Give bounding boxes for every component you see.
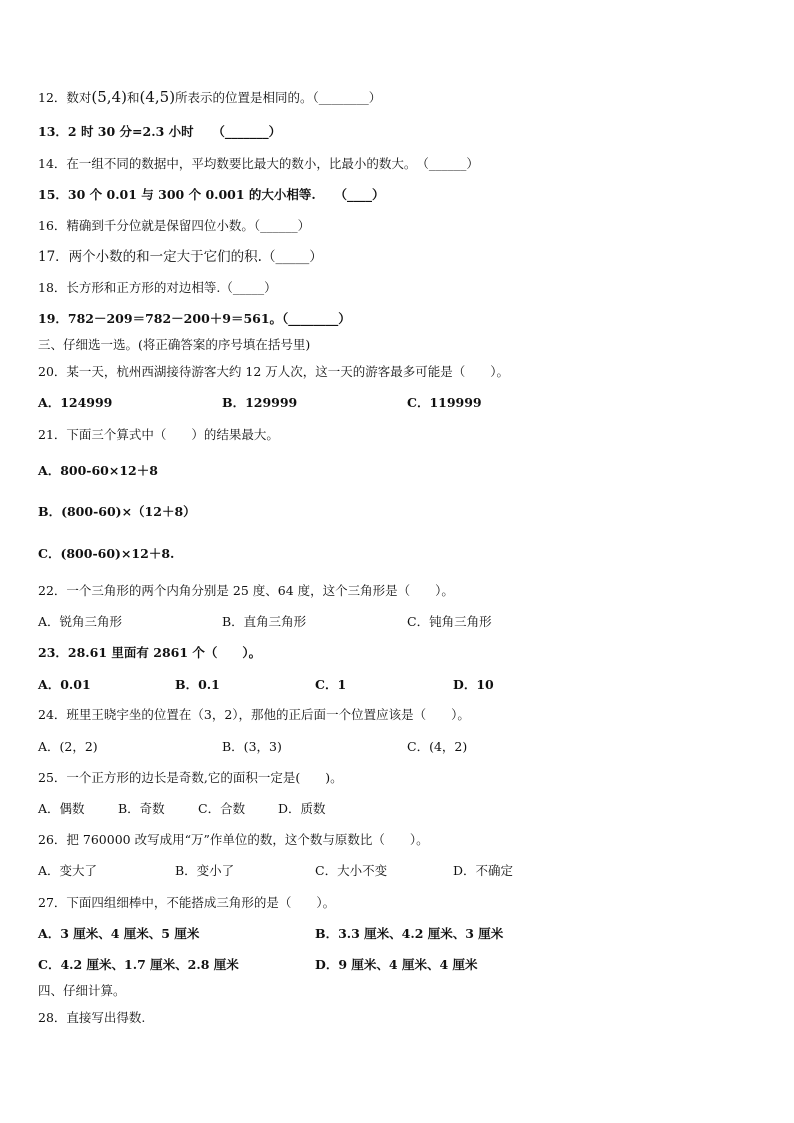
question-13: 13．2 时 30 分=2.3 小时 （_______） bbox=[38, 124, 282, 139]
q20-option-b: B．129999 bbox=[222, 395, 298, 410]
q12-suffix: 所表示的位置是相同的。（________） bbox=[175, 90, 382, 105]
question-24-stem: 24．班里王晓宇坐的位置在（3，2），那他的正后面一个位置应该是（ ）。 bbox=[38, 707, 470, 722]
question-15: 15．30 个 0.01 与 300 个 0.001 的大小相等. （____） bbox=[38, 187, 385, 202]
q27-option-d: D．9 厘米、4 厘米、4 厘米 bbox=[315, 957, 478, 972]
question-21-stem: 21．下面三个算式中（ ）的结果最大。 bbox=[38, 427, 279, 442]
q25-option-b: B．奇数 bbox=[118, 801, 165, 816]
q20-option-c: C．119999 bbox=[407, 395, 482, 410]
q21-option-b: B．(800-60)×（12＋8） bbox=[38, 504, 196, 519]
q27-option-c: C．4.2 厘米、1.7 厘米、2.8 厘米 bbox=[38, 957, 239, 972]
q26-option-c: C．大小不变 bbox=[315, 863, 388, 878]
q24-option-c: C．(4，2) bbox=[407, 739, 468, 754]
question-28: 28．直接写出得数. bbox=[38, 1010, 146, 1025]
q26-option-a: A．变大了 bbox=[38, 863, 98, 878]
question-17: 17．两个小数的和一定大于它们的积.（_____） bbox=[38, 249, 323, 265]
question-18: 18．长方形和正方形的对边相等.（_____） bbox=[38, 280, 277, 295]
question-19: 19．782－209＝782－200＋9＝561。（________） bbox=[38, 311, 351, 326]
q23-option-c: C．1 bbox=[315, 677, 347, 692]
q22-option-a: A．锐角三角形 bbox=[38, 614, 123, 629]
section-3-heading: 三、仔细选一选。(将正确答案的序号填在括号里) bbox=[38, 337, 311, 352]
q12-and: 和 bbox=[126, 90, 140, 105]
question-12 bbox=[38, 89, 381, 106]
question-26-stem: 26．把 760000 改写成用“万”作单位的数，这个数与原数比（ ）。 bbox=[38, 832, 429, 847]
section-4-heading: 四、仔细计算。 bbox=[38, 983, 126, 998]
q12-pair-b: (4,5) bbox=[139, 88, 176, 106]
q22-option-b: B．直角三角形 bbox=[222, 614, 307, 629]
q21-option-c: C．(800-60)×12＋8. bbox=[38, 546, 175, 561]
q23-option-a: A．0.01 bbox=[38, 677, 91, 692]
q12-pair-a: (5,4) bbox=[91, 88, 127, 106]
q20-option-a: A．124999 bbox=[38, 395, 113, 410]
question-22-stem: 22．一个三角形的两个内角分别是 25 度、64 度，这个三角形是（ ）。 bbox=[38, 583, 454, 598]
q22-option-c: C．钝角三角形 bbox=[407, 614, 492, 629]
question-27-stem: 27．下面四组细棒中，不能搭成三角形的是（ ）。 bbox=[38, 895, 336, 910]
q26-option-d: D．不确定 bbox=[453, 863, 514, 878]
q24-option-a: A．(2，2) bbox=[38, 739, 98, 754]
q23-option-d: D．10 bbox=[453, 677, 494, 692]
q12-prefix: 12．数对 bbox=[38, 90, 92, 105]
q23-option-b: B．0.1 bbox=[175, 677, 220, 692]
q26-option-b: B．变小了 bbox=[175, 863, 235, 878]
q25-option-a: A．偶数 bbox=[38, 801, 85, 816]
question-25-stem: 25．一个正方形的边长是奇数,它的面积一定是( )。 bbox=[38, 770, 343, 785]
q27-option-b: B．3.3 厘米、4.2 厘米、3 厘米 bbox=[315, 926, 504, 941]
q25-option-d: D．质数 bbox=[278, 801, 326, 816]
q24-option-b: B．(3，3) bbox=[222, 739, 282, 754]
q21-option-a: A．800-60×12＋8 bbox=[38, 463, 158, 478]
question-20-stem: 20．某一天，杭州西湖接待游客大约 12 万人次，这一天的游客最多可能是（ ）。 bbox=[38, 364, 510, 379]
question-16: 16．精确到千分位就是保留四位小数。（______） bbox=[38, 218, 311, 233]
q27-option-a: A．3 厘米、4 厘米、5 厘米 bbox=[38, 926, 200, 941]
q25-option-c: C．合数 bbox=[198, 801, 246, 816]
question-23-stem: 23．28.61 里面有 2861 个（ ）。 bbox=[38, 645, 262, 660]
question-14: 14．在一组不同的数据中，平均数要比最大的数小，比最小的数大。 （______） bbox=[38, 156, 479, 171]
